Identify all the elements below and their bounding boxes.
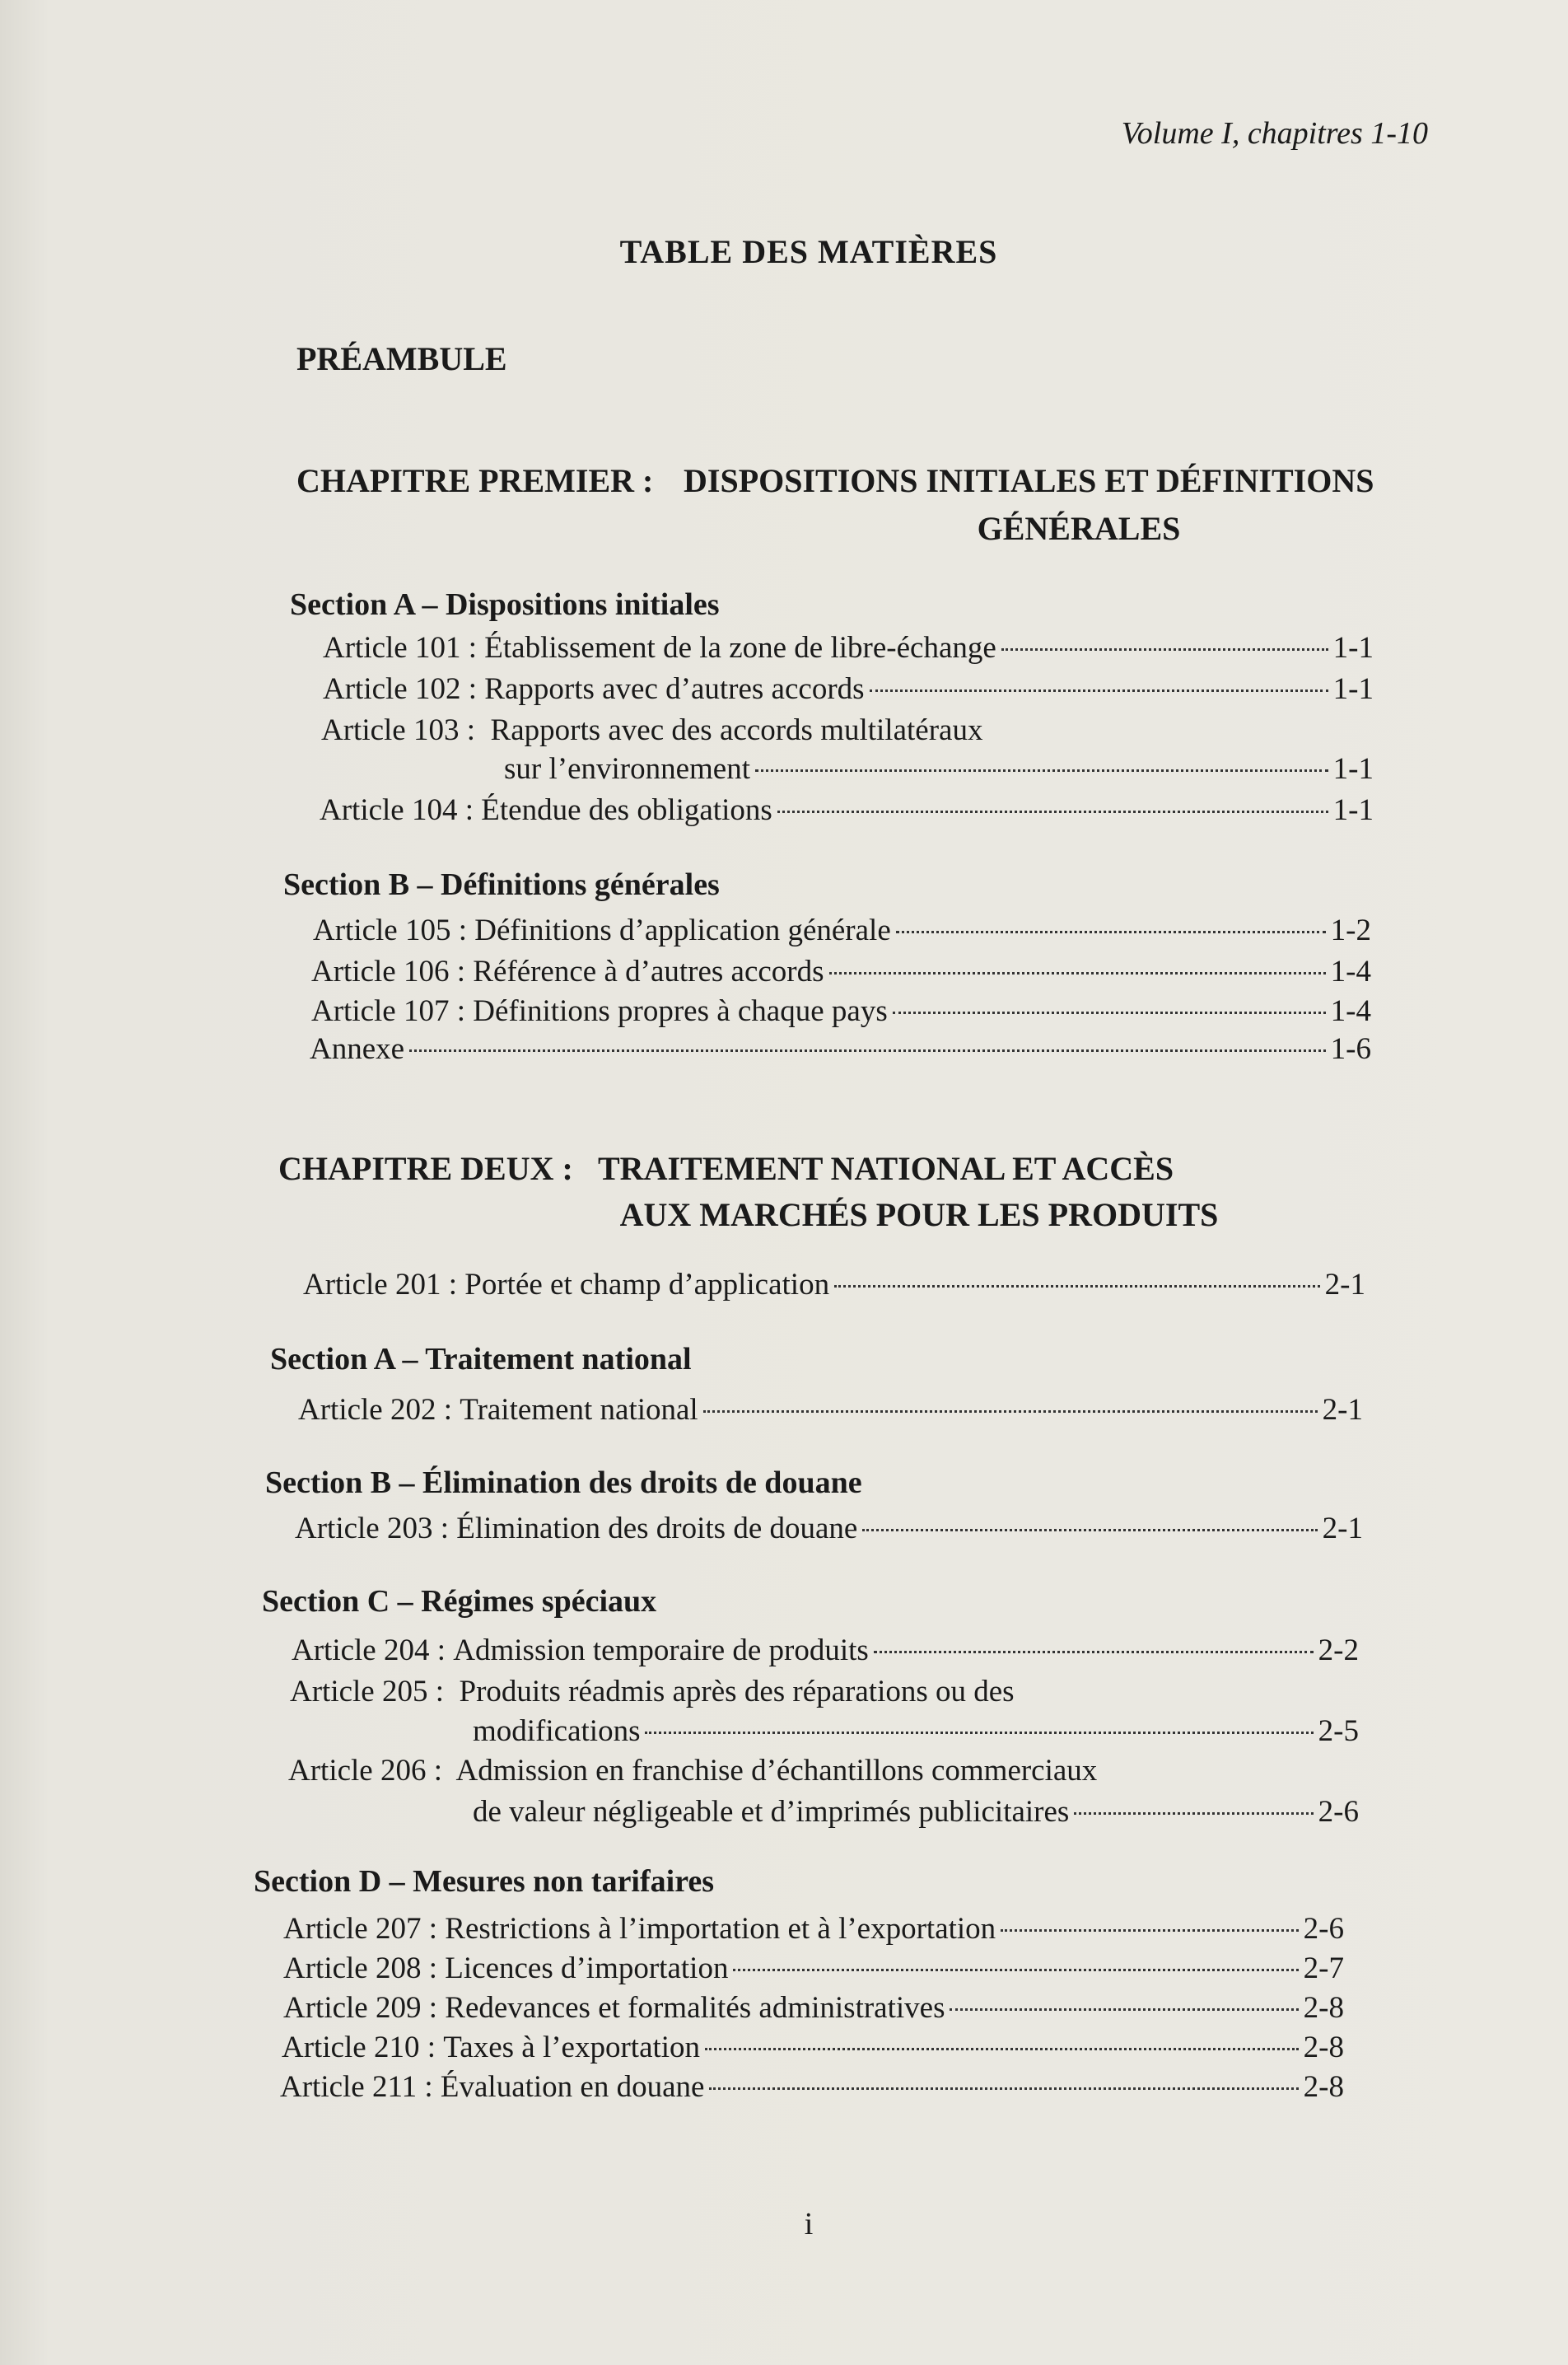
toc-entry-first-line[interactable]	[321, 713, 982, 748]
article-number: Article 209 :	[283, 1991, 438, 2025]
annex-label: Annexe	[310, 1032, 405, 1066]
toc-entry[interactable]	[292, 1633, 1359, 1669]
toc-entry[interactable]	[283, 1911, 1344, 1947]
dot-leader	[874, 1651, 1314, 1653]
page-reference: 2-7	[1303, 1951, 1344, 1985]
article-title: Admission temporaire de produits	[453, 1634, 869, 1667]
article-title-continuation: modifications	[473, 1714, 641, 1748]
page-reference: 2-8	[1303, 2070, 1344, 2104]
toc-entry-first-line[interactable]	[288, 1753, 1097, 1788]
page-reference: 2-8	[1303, 2031, 1344, 2064]
toc-entry[interactable]	[311, 954, 1371, 990]
article-number: Article 106 :	[311, 955, 466, 989]
chapter-1-title-line1: DISPOSITIONS INITIALES ET DÉFINITIONS	[684, 462, 1374, 499]
article-number: Article 206 :	[288, 1754, 443, 1788]
article-number: Article 103 :	[321, 713, 476, 747]
dot-leader	[703, 1410, 1318, 1413]
toc-entry[interactable]	[313, 913, 1371, 949]
dot-leader	[777, 811, 1328, 813]
page-reference: 1-4	[1330, 955, 1371, 989]
chapter-1-label: CHAPITRE PREMIER :	[296, 462, 654, 499]
toc-entry-continuation[interactable]	[504, 751, 1374, 788]
article-title: Définitions propres à chaque pays	[473, 994, 888, 1028]
article-number: Article 210 :	[282, 2031, 436, 2064]
article-title: Définitions d’application générale	[474, 914, 891, 947]
page-reference: 1-2	[1330, 914, 1371, 947]
article-title: Taxes à l’exportation	[443, 2031, 701, 2064]
page-reference: 1-6	[1330, 1032, 1371, 1066]
article-title: Restrictions à l’importation et à l’exportation	[445, 1912, 996, 1946]
section-heading: Section A – Dispositions initiales	[290, 587, 720, 622]
page-reference: 2-6	[1318, 1795, 1359, 1829]
article-number: Article 104 :	[320, 793, 474, 827]
chapter-1-heading	[296, 461, 1416, 547]
toc-entry[interactable]	[282, 2030, 1344, 2066]
page-reference: 2-1	[1322, 1512, 1363, 1545]
dot-leader	[1074, 1812, 1313, 1815]
article-title: Rapports avec des accords multilatéraux	[490, 713, 983, 747]
dot-leader	[893, 1012, 1326, 1014]
dot-leader	[896, 931, 1326, 933]
toc-entry[interactable]	[303, 1267, 1365, 1303]
article-title: Licences d’importation	[445, 1951, 729, 1985]
article-title-continuation: de valeur négligeable et d’imprimés publicitaires	[473, 1795, 1070, 1829]
article-title: Produits réadmis après des réparations ou des	[459, 1675, 1015, 1708]
preamble-heading: PRÉAMBULE	[296, 340, 507, 377]
section-heading: Section D – Mesures non tarifaires	[254, 1864, 715, 1899]
article-number: Article 208 :	[283, 1951, 438, 1985]
toc-entry[interactable]	[295, 1511, 1363, 1547]
article-title: Rapports avec d’autres accords	[484, 672, 865, 706]
toc-entry[interactable]	[323, 630, 1374, 666]
page-reference: 1-1	[1332, 672, 1374, 706]
toc-entry[interactable]	[320, 792, 1374, 829]
chapter-2-title-line1: TRAITEMENT NATIONAL ET ACCÈS	[598, 1150, 1174, 1187]
article-number: Article 205 :	[290, 1675, 445, 1708]
dot-leader	[1001, 648, 1328, 651]
section-heading: Section A – Traitement national	[270, 1342, 692, 1376]
article-title: Admission en franchise d’échantillons commerciaux	[455, 1754, 1098, 1788]
article-number: Article 201 :	[303, 1268, 458, 1302]
article-title: Évaluation en douane	[440, 2070, 705, 2104]
page-reference: 1-4	[1330, 994, 1371, 1028]
article-number: Article 211 :	[280, 2070, 433, 2104]
page-reference: 2-1	[1322, 1393, 1363, 1427]
dot-leader	[709, 2087, 1298, 2090]
dot-leader	[829, 972, 1326, 975]
article-title-continuation: sur l’environnement	[504, 752, 750, 786]
article-title: Établissement de la zone de libre-échange	[484, 631, 996, 665]
article-title: Redevances et formalités administratives	[445, 1991, 945, 2025]
section-heading: Section B – Définitions générales	[283, 867, 720, 902]
article-title: Portée et champ d’application	[464, 1268, 830, 1302]
dot-leader	[755, 769, 1328, 772]
toc-entry-first-line[interactable]	[290, 1674, 1015, 1709]
article-title: Étendue des obligations	[481, 793, 772, 827]
dot-leader	[705, 2048, 1299, 2050]
dot-leader	[950, 2008, 1298, 2011]
toc-title: TABLE DES MATIÈRES	[619, 233, 998, 270]
article-title: Référence à d’autres accords	[473, 955, 824, 989]
dot-leader	[645, 1732, 1313, 1734]
article-number: Article 105 :	[313, 914, 468, 947]
dot-leader	[834, 1285, 1320, 1288]
chapter-2-heading	[278, 1149, 1267, 1240]
page-reference: 2-2	[1318, 1634, 1359, 1667]
toc-entry[interactable]	[283, 1951, 1344, 1987]
dot-leader	[870, 689, 1328, 692]
page-reference: 1-1	[1332, 631, 1374, 665]
page-number: i	[804, 2207, 814, 2241]
article-number: Article 102 :	[323, 672, 478, 706]
toc-entry-continuation[interactable]	[473, 1713, 1359, 1750]
article-number: Article 204 :	[292, 1634, 446, 1667]
toc-entry-continuation[interactable]	[473, 1794, 1359, 1830]
page-reference: 1-1	[1332, 793, 1374, 827]
section-heading: Section B – Élimination des droits de douane	[265, 1465, 862, 1500]
dot-leader	[733, 1969, 1298, 1971]
chapter-2-label: CHAPITRE DEUX :	[278, 1150, 573, 1187]
chapter-1-title-line2: GÉNÉRALES	[977, 510, 1181, 547]
toc-entry[interactable]	[298, 1392, 1363, 1428]
chapter-2-title-line2: AUX MARCHÉS POUR LES PRODUITS	[619, 1196, 1219, 1233]
article-number: Article 107 :	[311, 994, 466, 1028]
article-title: Élimination des droits de douane	[456, 1512, 858, 1545]
toc-entry[interactable]	[323, 671, 1374, 708]
toc-entry[interactable]	[310, 1031, 1371, 1068]
page-reference: 2-5	[1318, 1714, 1359, 1748]
dot-leader	[1001, 1929, 1298, 1932]
page-reference: 1-1	[1332, 752, 1374, 786]
toc-entry[interactable]	[283, 1990, 1344, 2026]
toc-entry[interactable]	[280, 2069, 1344, 2106]
article-number: Article 203 :	[295, 1512, 450, 1545]
page-reference: 2-6	[1303, 1912, 1344, 1946]
section-heading: Section C – Régimes spéciaux	[262, 1584, 657, 1619]
article-title: Traitement national	[460, 1393, 698, 1427]
article-number: Article 202 :	[298, 1393, 453, 1427]
dot-leader	[862, 1529, 1317, 1531]
page-reference: 2-8	[1303, 1991, 1344, 2025]
toc-entry[interactable]	[311, 993, 1371, 1030]
article-number: Article 101 :	[323, 631, 478, 665]
dot-leader	[409, 1049, 1326, 1052]
article-number: Article 207 :	[283, 1912, 438, 1946]
page-reference: 2-1	[1324, 1268, 1365, 1302]
running-head: Volume I, chapitres 1-10	[1121, 116, 1428, 151]
